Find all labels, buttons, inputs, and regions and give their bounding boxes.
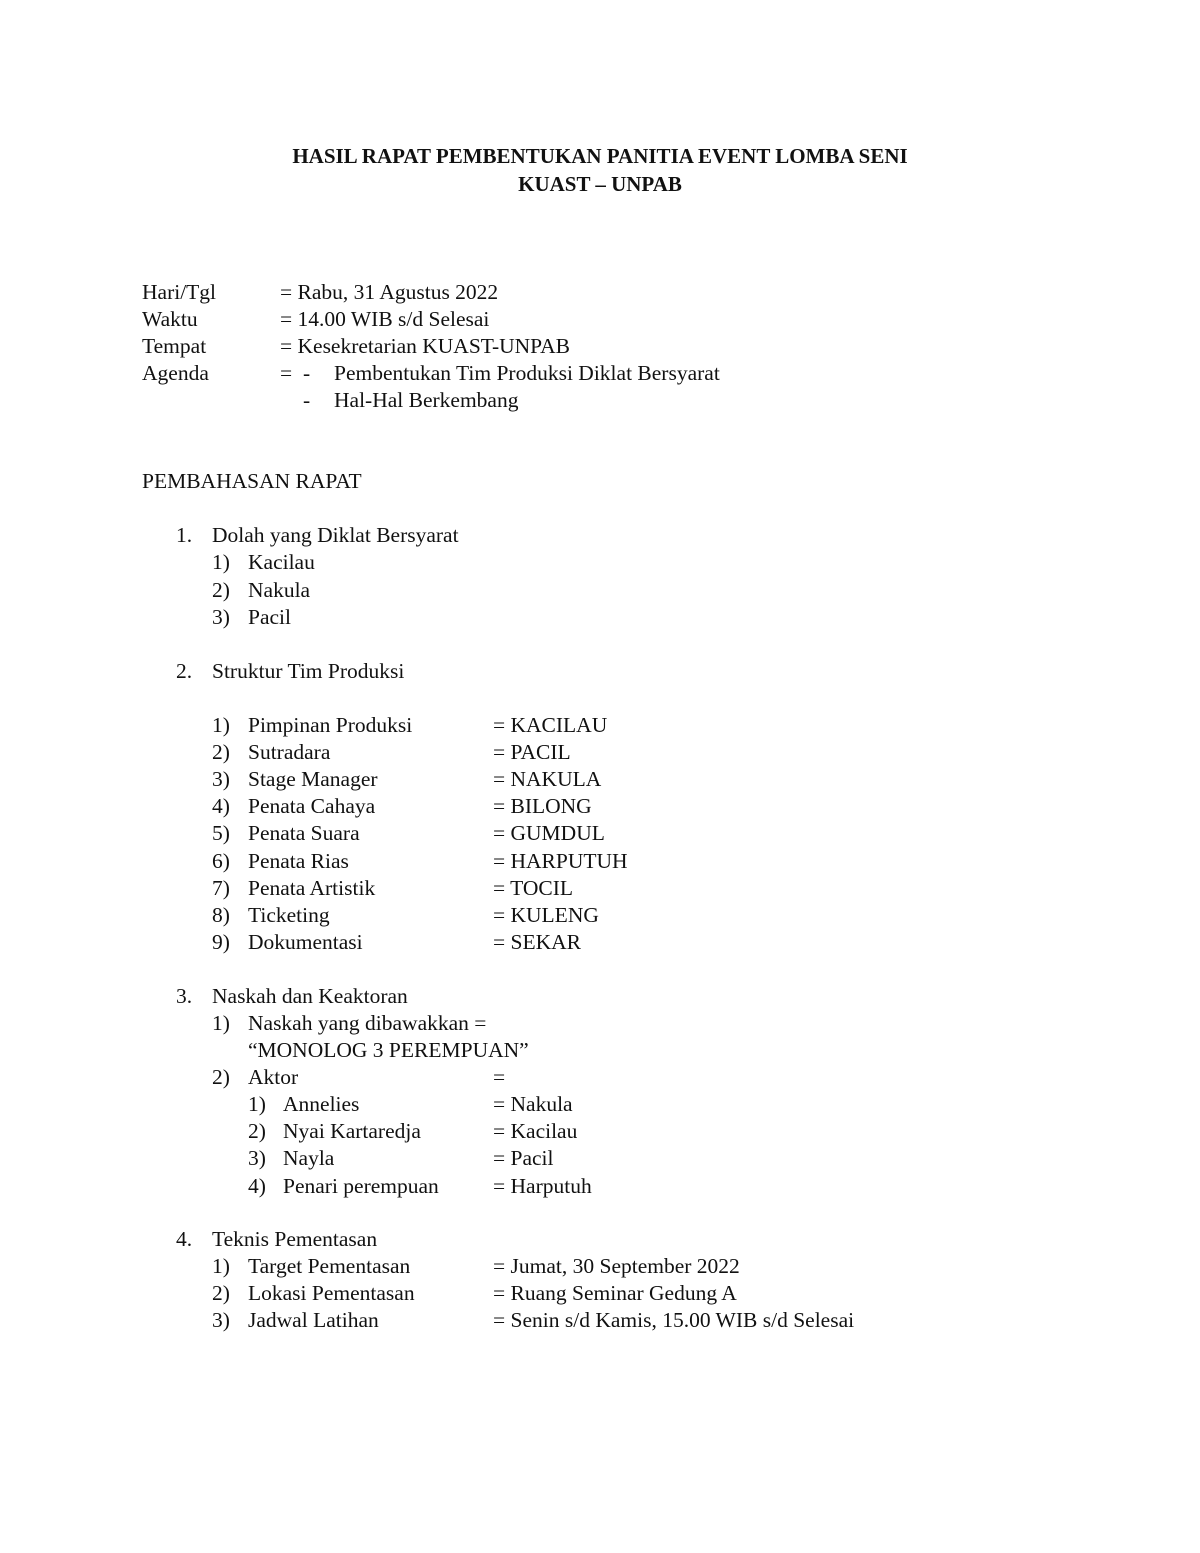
role-label: Penata Suara <box>248 821 360 845</box>
role-value: = KACILAU <box>493 713 608 737</box>
list-number: 2) <box>212 1065 230 1089</box>
info-value-tempat: = Kesekretarian KUAST-UNPAB <box>280 334 571 358</box>
agenda-bullet: - <box>303 388 311 412</box>
teknis-value: = Jumat, 30 September 2022 <box>493 1254 740 1278</box>
naskah-title: “MONOLOG 3 PEREMPUAN” <box>248 1038 529 1062</box>
list-number: 1) <box>248 1092 266 1116</box>
info-label-tempat: Tempat <box>142 334 207 358</box>
aktor-label: Aktor <box>248 1065 299 1089</box>
role-value: = GUMDUL <box>493 821 605 845</box>
list-number: 9) <box>212 930 230 954</box>
cast-actor: = Kacilau <box>493 1119 578 1143</box>
agenda-item: Pembentukan Tim Produksi Diklat Bersyarat <box>334 361 720 385</box>
section-title: Struktur Tim Produksi <box>212 659 405 683</box>
list-number: 4) <box>248 1174 266 1198</box>
teknis-label: Jadwal Latihan <box>248 1308 379 1332</box>
teknis-label: Lokasi Pementasan <box>248 1281 415 1305</box>
role-value: = SEKAR <box>493 930 581 954</box>
teknis-label: Target Pementasan <box>248 1254 411 1278</box>
list-item: Pacil <box>248 605 291 629</box>
section-number: 4. <box>176 1227 193 1251</box>
role-value: = HARPUTUH <box>493 849 628 873</box>
list-number: 2) <box>212 740 230 764</box>
list-number: 2) <box>212 1281 230 1305</box>
section-heading: PEMBAHASAN RAPAT <box>142 469 362 493</box>
list-number: 4) <box>212 794 230 818</box>
agenda-bullet: - <box>303 361 311 385</box>
info-value-waktu: = 14.00 WIB s/d Selesai <box>280 307 490 331</box>
naskah-label: Naskah yang dibawakkan = <box>248 1011 487 1035</box>
list-number: 2) <box>212 578 230 602</box>
role-value: = NAKULA <box>493 767 602 791</box>
role-value: = BILONG <box>493 794 592 818</box>
list-number: 1) <box>212 550 230 574</box>
section-number: 1. <box>176 523 193 547</box>
role-value: = TOCIL <box>493 876 574 900</box>
aktor-equals: = <box>493 1065 506 1089</box>
role-label: Pimpinan Produksi <box>248 713 413 737</box>
list-number: 1) <box>212 713 230 737</box>
list-number: 3) <box>248 1146 266 1170</box>
document-subtitle: KUAST – UNPAB <box>518 172 682 196</box>
info-label-hari: Hari/Tgl <box>142 280 217 304</box>
info-label-agenda: Agenda <box>142 361 209 385</box>
cast-actor: = Pacil <box>493 1146 554 1170</box>
cast-role: Annelies <box>283 1092 360 1116</box>
role-label: Penata Rias <box>248 849 349 873</box>
role-value: = KULENG <box>493 903 599 927</box>
cast-role: Nayla <box>283 1146 335 1170</box>
role-label: Sutradara <box>248 740 331 764</box>
agenda-equals: = <box>280 361 293 385</box>
role-value: = PACIL <box>493 740 571 764</box>
cast-role: Penari perempuan <box>283 1174 439 1198</box>
role-label: Dokumentasi <box>248 930 363 954</box>
section-number: 3. <box>176 984 193 1008</box>
list-number: 3) <box>212 605 230 629</box>
list-number: 3) <box>212 1308 230 1332</box>
agenda-item: Hal-Hal Berkembang <box>334 388 519 412</box>
info-label-waktu: Waktu <box>142 307 198 331</box>
section-number: 2. <box>176 659 193 683</box>
list-number: 7) <box>212 876 230 900</box>
list-number: 2) <box>248 1119 266 1143</box>
teknis-value: = Ruang Seminar Gedung A <box>493 1281 737 1305</box>
role-label: Penata Artistik <box>248 876 376 900</box>
cast-role: Nyai Kartaredja <box>283 1119 421 1143</box>
role-label: Ticketing <box>248 903 330 927</box>
cast-actor: = Nakula <box>493 1092 573 1116</box>
teknis-value: = Senin s/d Kamis, 15.00 WIB s/d Selesai <box>493 1308 855 1332</box>
list-number: 1) <box>212 1254 230 1278</box>
role-label: Stage Manager <box>248 767 378 791</box>
section-title: Dolah yang Diklat Bersyarat <box>212 523 459 547</box>
list-number: 8) <box>212 903 230 927</box>
cast-actor: = Harputuh <box>493 1174 592 1198</box>
list-item: Nakula <box>248 578 311 602</box>
section-title: Naskah dan Keaktoran <box>212 984 408 1008</box>
document-title: HASIL RAPAT PEMBENTUKAN PANITIA EVENT LOMBA SENI <box>292 144 908 168</box>
role-label: Penata Cahaya <box>248 794 376 818</box>
list-number: 3) <box>212 767 230 791</box>
list-number: 6) <box>212 849 230 873</box>
list-item: Kacilau <box>248 550 315 574</box>
list-number: 1) <box>212 1011 230 1035</box>
info-value-hari: = Rabu, 31 Agustus 2022 <box>280 280 499 304</box>
section-title: Teknis Pementasan <box>212 1227 378 1251</box>
list-number: 5) <box>212 821 230 845</box>
